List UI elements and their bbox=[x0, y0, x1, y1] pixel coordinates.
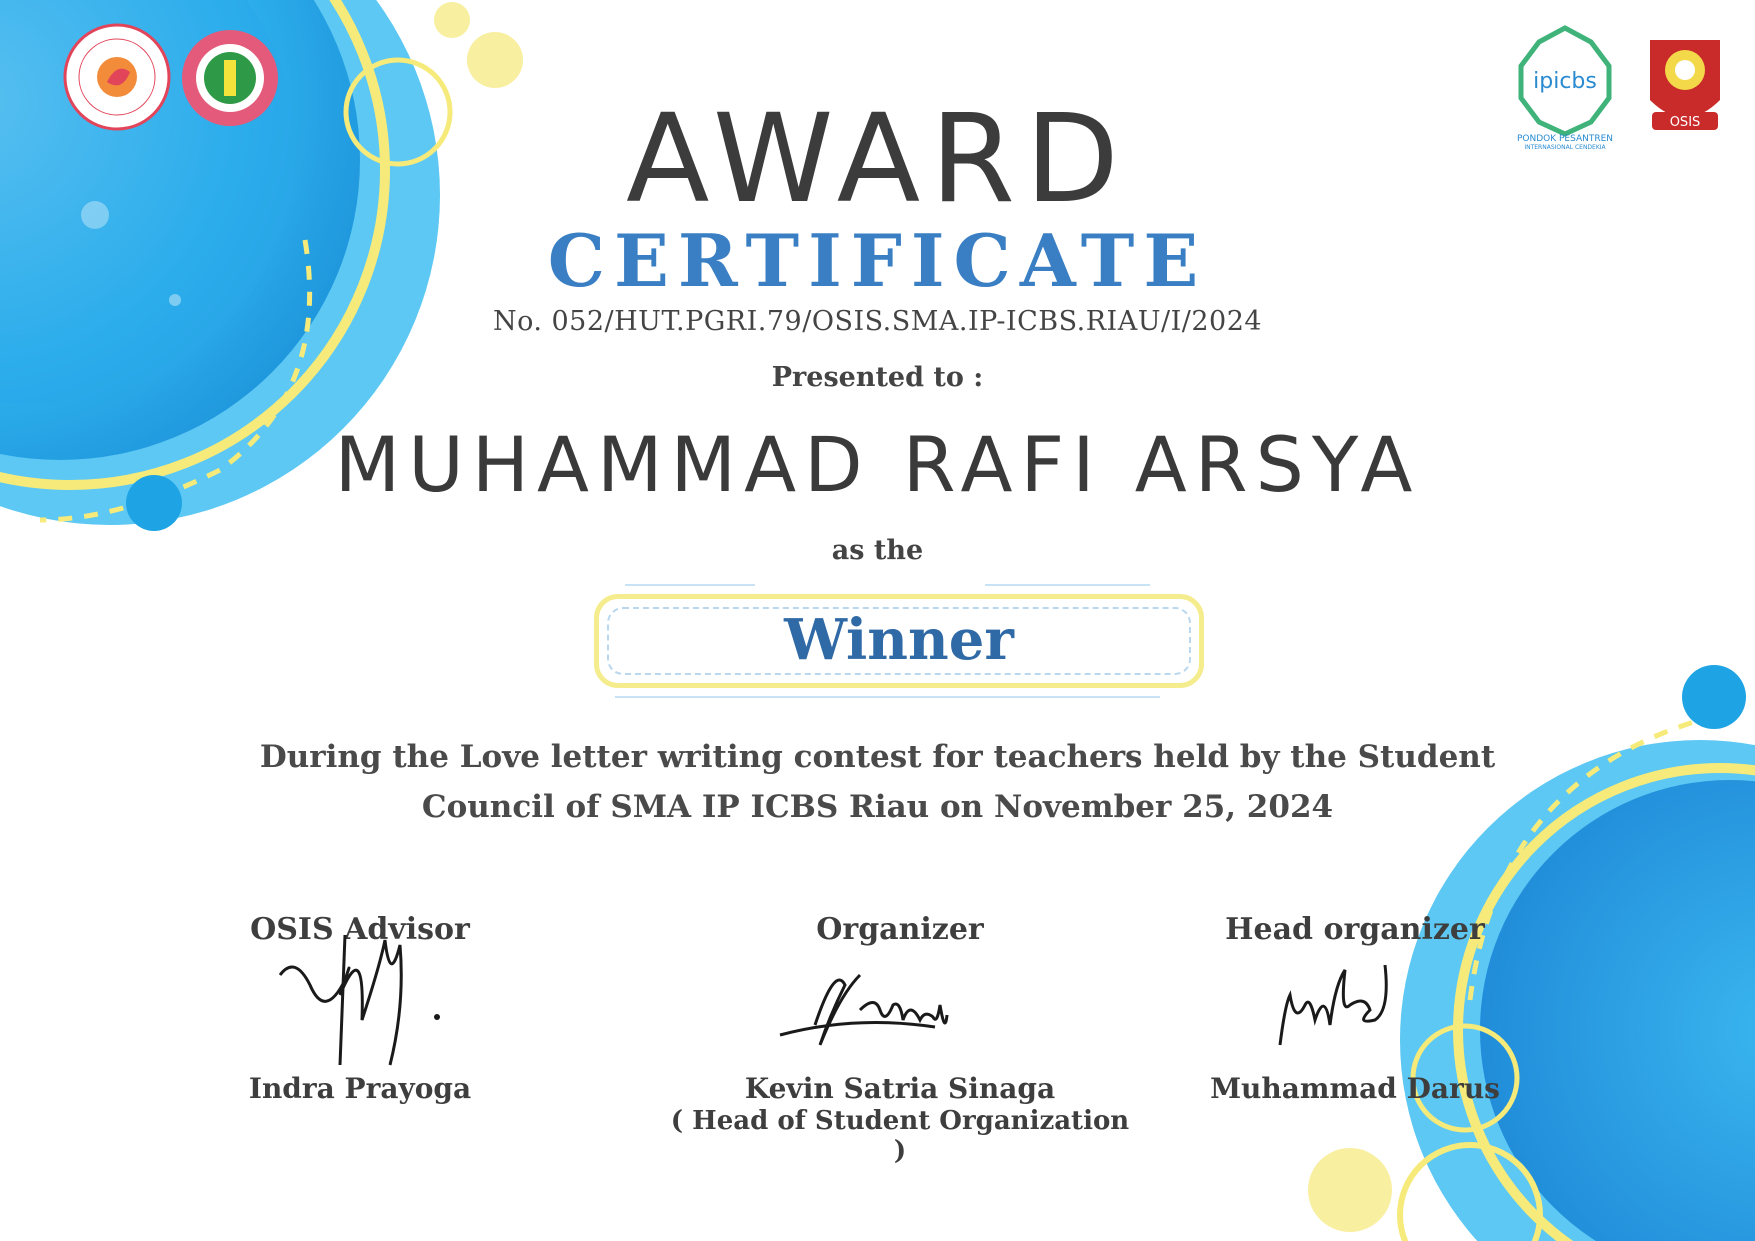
signatory-1-role: OSIS Advisor bbox=[250, 912, 470, 947]
description-line-2: Council of SMA IP ICBS Riau on November 25, 2024 bbox=[421, 789, 1334, 825]
winner-bottom-line bbox=[615, 696, 1160, 698]
top-left-yellow-dot-small bbox=[434, 2, 470, 38]
svg-text:PONDOK PESANTREN: PONDOK PESANTREN bbox=[1516, 134, 1614, 144]
signatory-2-role: Organizer bbox=[816, 912, 984, 947]
recipient-name: MUHAMMAD RAFI ARSYA bbox=[334, 420, 1421, 509]
signatory-1-name: Indra Prayoga bbox=[248, 1072, 472, 1105]
bottom-right-yellow-dot bbox=[1308, 1148, 1392, 1232]
top-left-yellow-dot bbox=[467, 32, 523, 88]
svg-text:OSIS: OSIS bbox=[1669, 115, 1701, 130]
signature-2 bbox=[775, 955, 975, 1055]
signature-1 bbox=[270, 925, 450, 1075]
svg-text:ipicbs: ipicbs bbox=[1533, 69, 1597, 94]
achievement-title: Winner bbox=[784, 607, 1014, 673]
description bbox=[220, 732, 1535, 832]
certificate-number: No. 052/HUT.PGRI.79/OSIS.SMA.IP-ICBS.RIAU/I/2024 bbox=[492, 306, 1263, 337]
award-title: AWARD bbox=[626, 88, 1129, 230]
signatory-2-name: Kevin Satria Sinaga bbox=[744, 1072, 1056, 1105]
signatory-3-role: Head organizer bbox=[1225, 912, 1485, 947]
description-line-1: During the Love letter writing contest for teachers held by the Student bbox=[259, 739, 1496, 775]
bottom-right-dot bbox=[1682, 665, 1746, 729]
certificate-title: CERTIFICATE bbox=[547, 218, 1208, 303]
as-label: as the bbox=[831, 535, 924, 566]
winner-badge bbox=[594, 594, 1204, 688]
signatory-3-name: Muhammad Darus bbox=[1210, 1072, 1500, 1105]
presented-label: Presented to : bbox=[771, 362, 984, 393]
signature-3 bbox=[1275, 955, 1405, 1055]
svg-text:INTERNASIONAL CENDEKIA: INTERNASIONAL CENDEKIA bbox=[1524, 144, 1606, 150]
winner-top-line-right bbox=[985, 584, 1150, 586]
winner-top-line-left bbox=[625, 584, 755, 586]
signatory-2-subtitle: ( Head of Student Organization ) bbox=[670, 1106, 1130, 1166]
